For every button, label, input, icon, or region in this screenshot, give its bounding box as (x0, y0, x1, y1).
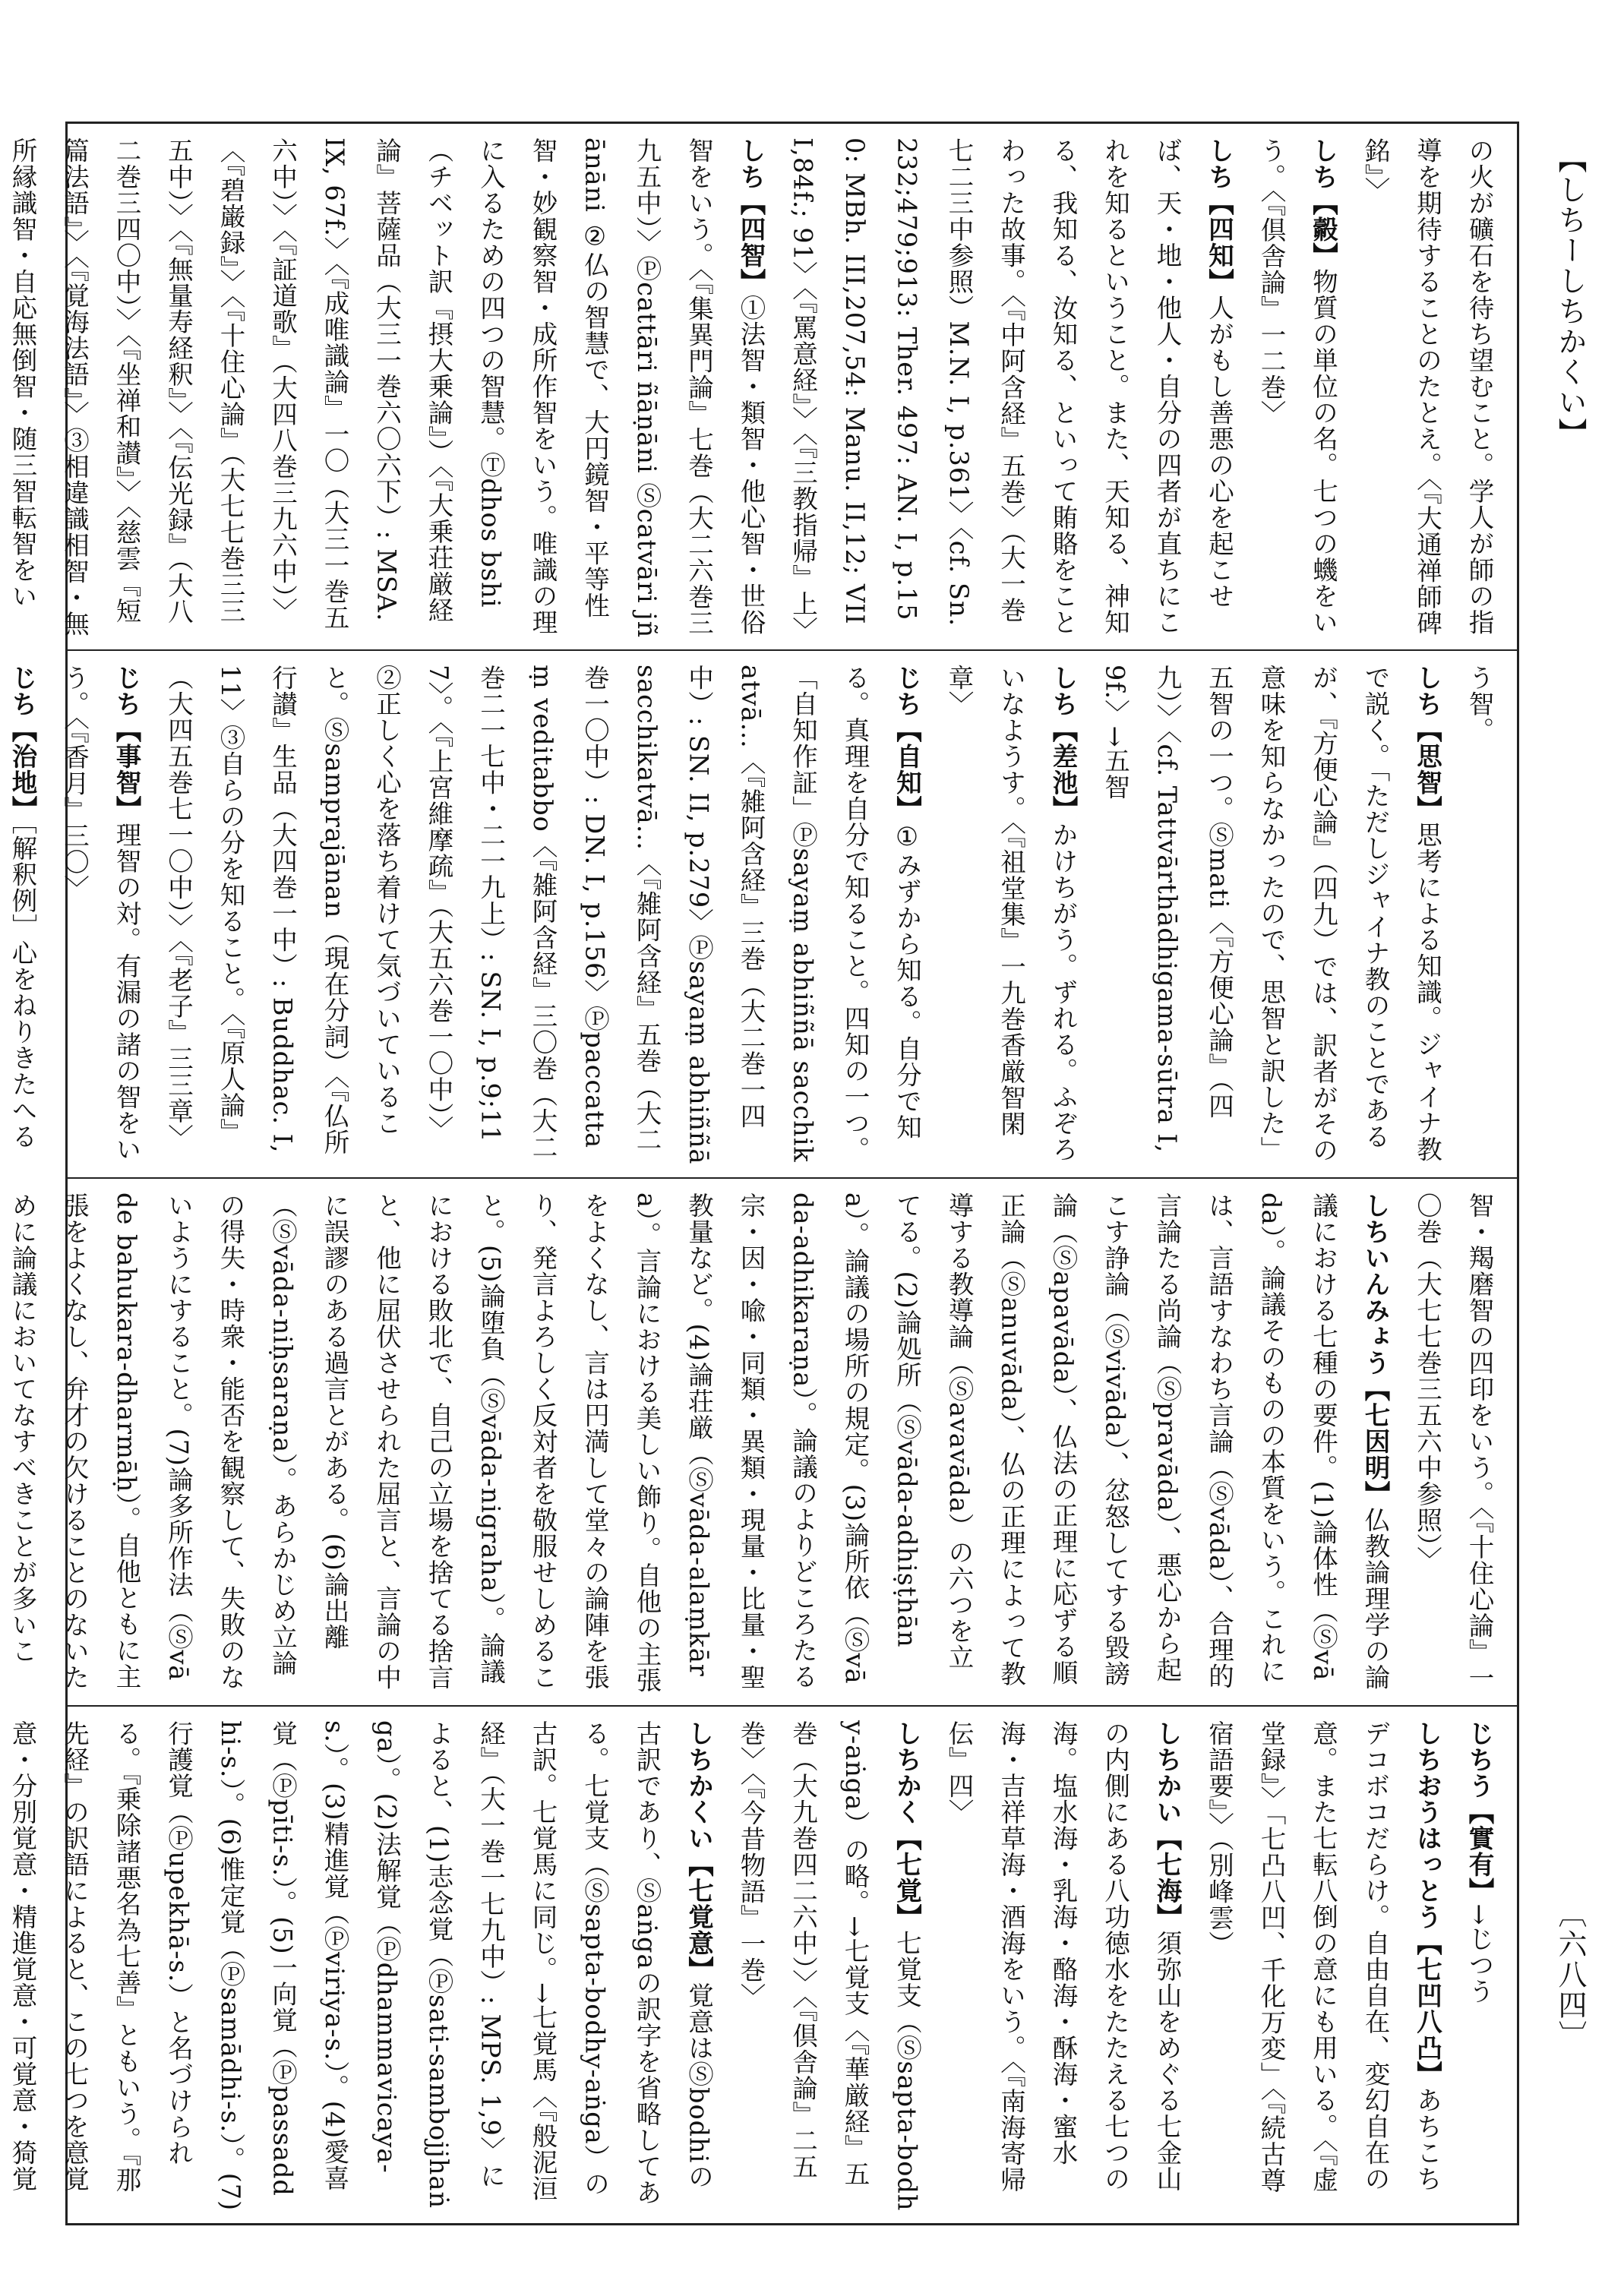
entry-body: 物質の単位の名。七つの蟣をいう。〈『倶舎論』一二巻〉 (1256, 137, 1338, 636)
entry-body: 七覚支（Ⓢsapta-bodhy-aṅga）の略。→七覚支〈『華厳経』五巻（大九巻四二六中）〉〈『倶舎論』二五巻〉〈『今昔物語』一巻〉 (736, 1720, 922, 2212)
entry-body: の火が礦石を待ち望むこと。学人が師の指導を期待することのたとえ。〈『大通禅師碑銘』〉 (1360, 137, 1494, 636)
tier-1-text (8, 137, 1505, 643)
tier-3-text (8, 1192, 1505, 1694)
entry-headword: じち【事智】 (112, 665, 141, 822)
dictionary-entry (725, 1720, 933, 2212)
dictionary-entry (152, 665, 933, 1167)
entry-headword: しち【思智】 (1412, 665, 1442, 822)
entry-headword: しちかい【七海】 (1152, 1720, 1182, 1930)
entry-headword: しちかく【七覚】 (892, 1720, 922, 1930)
entry-body: ①みずから知る。自分で知る。真理を自分で知ること。四知の一つ。「自知作証」Ⓟsayaṃ abhiññā sacchikatvā…〈『雑阿含経』三巻（大二巻一四中）: SN. II, p.279〉Ⓟsayaṃ abhiññā sacchikatvā…〈『雑阿含経』五巻（大二巻一〇中）: DN. I, p.156〉Ⓟpaccattaṃ veditabbo〈『雑阿含経』三〇巻（大二巻二一七中・二一九上）: SN. I, p.9;117〉。〈『上宮維摩疏』（大五六巻一〇中）〉②正しく心を落ち着けて気づいていること。Ⓢsamprajānan（現在分詞）〈『仏所行讃』生品（大四巻一中）: Buddhac. I,11〉③自らの分を知ること。〈『原人論』（大四五巻七一〇中）〉〈『老子』三三章〉 (163, 665, 922, 1165)
tier-3 (8, 1179, 1517, 1705)
entry-body: 覚意はⓈbodhiの古訳であり、Ⓢaṅgaの訳字を省略してある。七覚支（Ⓢsapta-bodhy-aṅga）の古訳。七覚馬に同じ。→七覚馬〈『般泥洹経』（大一巻一七九中）: MPS. 1,9〉によると、(1)志念覚（Ⓟsati-sambojjhaṅga）。(2)法解覚（Ⓟdhammavicaya-s.）。(3)精進覚（Ⓟviriya-s.）。(4)愛喜覚（Ⓟpīti-s.）。(5)一向覚（Ⓟpassaddhi-s.）。(6)惟定覚（Ⓟsamādhi-s.）。(7)行護覚（Ⓟupekhā-s.）と名づけられる。『乗除諸悪名為七善』ともいう。『那先経』の訳語によると、この七つを意覚意・分別覚意・精進覚意・可覚意・猗覚 (8, 1720, 714, 2212)
dictionary-entry (1193, 1720, 1453, 2212)
dictionary-entry (0, 665, 48, 1167)
entry-headword: しちいんみょう【七因明】 (1360, 1192, 1390, 1507)
entry-headword: じち【自知】 (892, 665, 922, 822)
dictionary-entry (1401, 1192, 1505, 1694)
entry-headword: しち【差池】 (1048, 665, 1078, 822)
dictionary-entry (48, 665, 152, 1167)
entry-headword: じち【治地】 (8, 665, 37, 822)
entry-body: ①法智・類智・他心智・世俗智をいう。〈『集異門論』七巻（大二六巻三九五中）〉Ⓟcattāri ñāṇāni Ⓢcatvāri jñānāni ②仏の智慧で、大円鏡智・平等性智・妙観察智・成所作智をいう。唯識の理に入るための四つの智慧。Ⓣdhos bshi（チベット訳『摂大乗論』）〈『大乗荘厳経論』菩薩品（大三一巻六〇六下）: MSA. IX, 67f.〉〈『成唯識論』一〇（大三一巻五六中）〉〈『証道歌』（大四八巻三九六中）〉〈『碧巌録』〉〈『十住心論』（大七七巻三三五中）〉〈『無量寿経釈』〉〈『伝光録』（大八二巻三四〇中）〉〈『坐禅和讃』〉〈慈雲『短篇法語』〉〈『覚海法語』〉③相違識相智・無所縁識智・自応無倒智・随三智転智をい (8, 137, 766, 639)
page-number: 〔六八四〕 (1553, 1899, 1587, 2051)
dictionary-entry (1245, 137, 1349, 639)
entry-body: →じつう (1464, 1903, 1494, 2005)
dictionary-entry (933, 665, 1089, 1167)
entry-headword: しちおうはっとう【七凹八凸】 (1412, 1720, 1442, 2087)
entry-body: 仏教論理学の論議における七種の要件。(1)論体性（Ⓢvāda）。論議そのものの本質をいう。これには、言語すなわち言論（Ⓢvāda）、合理的言論たる尚論（Ⓢpravāda）、悪心から起こす諍論（Ⓢvivāda）、忿怒してする毀謗論（Ⓢapavāda）、仏法の正理に応ずる順正論（Ⓢanuvāda）、仏の正理によって教導する教導論（Ⓢavavāda）の六つを立てる。(2)論処所（Ⓢvāda-adhiṣṭhāna）。論議の場所の規定。(3)論所依（Ⓢvāda-adhikaraṇa）。論議のよりどころたる宗・因・喩・同類・異類・現量・比量・聖教量など。(4)論荘厳（Ⓢvāda-alaṃkāra）。言論における美しい飾り。自他の主張をよくなし、言は円満して堂々の論陣を張り、発言よろしく反対者を敬服せしめること。(5)論堕負（Ⓢvāda-nigraha）。論議における敗北で、自己の立場を捨てる捨言と、他に屈伏させられた屈言と、言論の中に誤謬のある過言とがある。(6)論出離（Ⓢvāda-niḥsaraṇa）。あらかじめ立論の得失・時衆・能否を観察して、失敗のないようにすること。(7)論多所作法（Ⓢvāde bahukara-dharmāḥ）。自他ともに主張をよくなし、弁才の欠けることのないために論議においてなすべきことが多いこ (8, 1192, 1390, 1694)
entry-headword: しち【四智】 (736, 137, 766, 295)
dictionary-entry (0, 1192, 1401, 1694)
entry-body: 人がもし善悪の心を起こせば、天・地・他人・自分の四者が直ちにこれを知るということ。また、天知る、神知る、我知る、汝知る、といって賄賂をことわった故事。〈『中阿含経』五巻〉（大一巻七二三中参照）M.N. I, p.361〉〈cf. Sn. 232;479;913: Ther. 497: AN. I, p.150: MBh. III,207,54: Manu. II,12; VIII,84f.; 91〉〈『罵意経』〉〈『三教指帰』上〉 (788, 137, 1234, 643)
tier-2 (8, 651, 1517, 1177)
dictionary-entry (933, 1720, 1193, 2212)
tier-4 (8, 1707, 1517, 2223)
entry-headword: しちかくい【七覚意】 (684, 1720, 714, 1982)
entry-headword: しち【㲉】 (1308, 137, 1338, 269)
entry-body: かけちがう。ずれる。ふぞろいなようす。〈『祖堂集』一九巻香厳智閑章〉 (944, 665, 1078, 1163)
running-head: 【しちーしちかくい】 (1553, 144, 1587, 448)
tier-4-text (8, 1720, 1505, 2212)
dictionary-entry (1453, 665, 1506, 1167)
entry-body: あちこちデコボコだらけ。自由自在、変幻自在の意。また七転八倒の意にも用いる。〈『虚堂録』〉「七凸八凹、千化万変」〈『続古尊宿語要』〉（別峰雲） (1204, 1720, 1442, 2193)
dictionary-entry (0, 1720, 725, 2212)
entry-body: う智。 (1464, 665, 1494, 744)
dictionary-entry (0, 137, 776, 639)
entry-body: 思考による知識。ジャイナ教で説く。「ただしジャイナ教のことであるが、『方便心論』（四九）では、訳者がその意味を知らなかったので、思智と訳した」五智の一つ。Ⓢmati〈『方便心論』（四九）〉〈cf. Tattvārthādhigama-sūtra I,9f.〉→五智 (1100, 665, 1442, 1164)
entry-body: 理智の対。有漏の諸の智をいう。〈『香月』三〇〉 (59, 665, 141, 1163)
dictionary-entry (1453, 1720, 1506, 2212)
dictionary-entry (776, 137, 1245, 643)
entry-headword: じちう【實有】 (1464, 1720, 1494, 1904)
text-frame (8, 122, 1519, 2225)
dictionary-entry (1088, 665, 1453, 1167)
entry-body: ［解釈例］心をねりきたへる (8, 822, 37, 1150)
dictionary-entry (1349, 137, 1506, 639)
entry-headword: しち【四知】 (1204, 137, 1234, 295)
tier-1 (8, 124, 1517, 649)
entry-body: 須弥山をめぐる七金山の内側にある八功徳水をたたえる七つの海。塩水海・乳海・酪海・酥海・蜜水海・吉祥草海・酒海をいう。〈『南海寄帰伝』四〉 (944, 1720, 1182, 2193)
tier-2-text (8, 665, 1505, 1167)
entry-body: 智・羯磨智の四印をいう。〈『十住心論』一〇巻（大七七巻三五六中参照）〉 (1412, 1192, 1494, 1691)
